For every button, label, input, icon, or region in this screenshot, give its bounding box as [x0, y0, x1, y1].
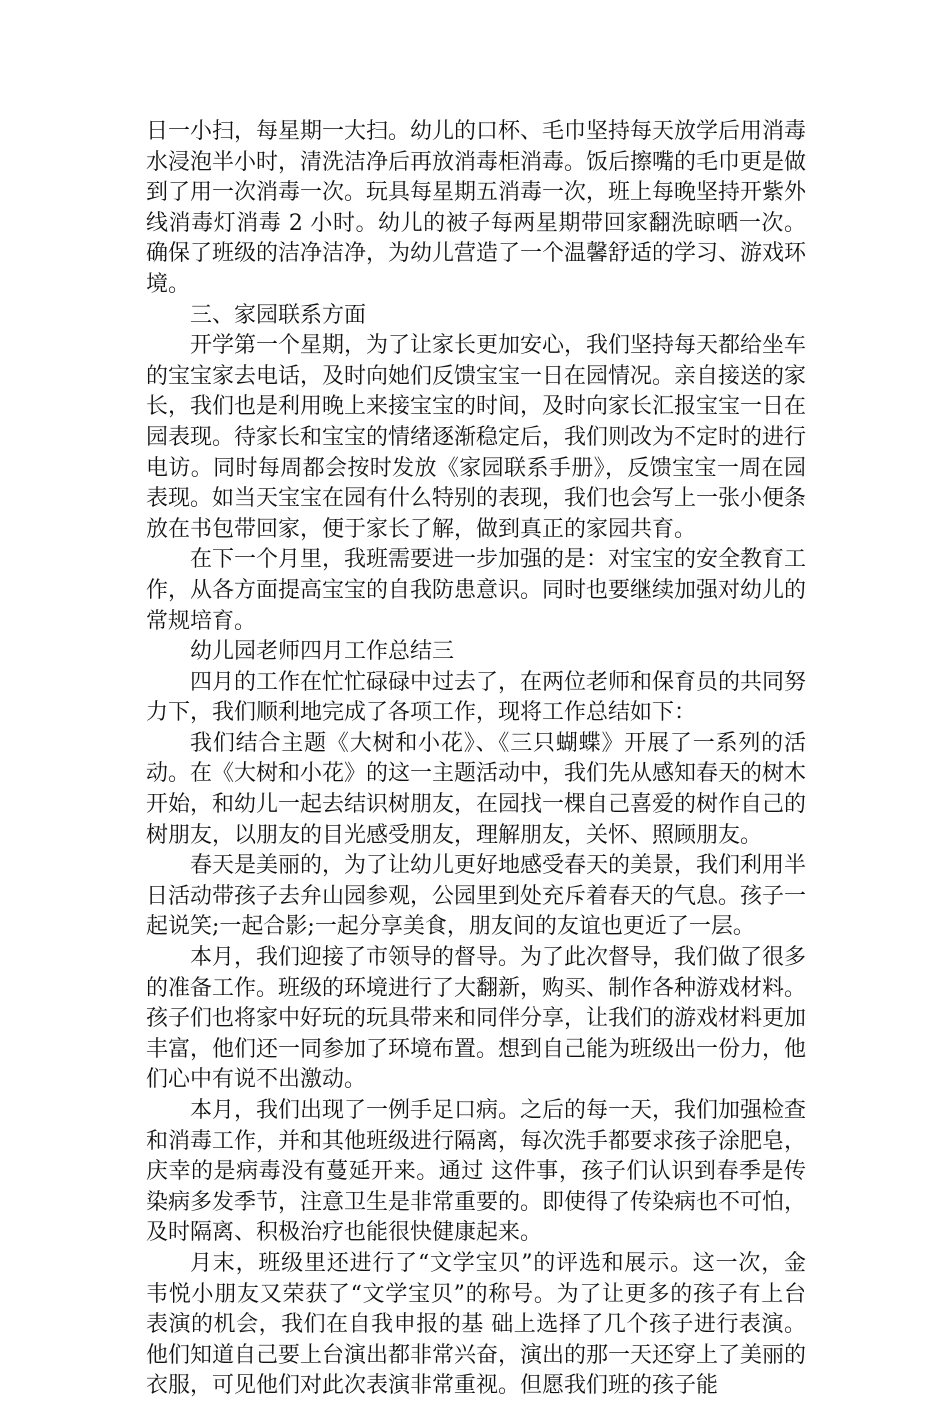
section-heading-summary-three: 幼儿园老师四月工作总结三	[190, 639, 455, 665]
paragraph-hand-foot-mouth: 本月，我们出现了一例手足口病。之后的每一天，我们加强检查和消毒工作，并和其他班级进行隔离，每次洗手都要求孩子涂肥皂，庆幸的是病毒没有蔓延开来。通过 这件事，孩子们认识到春季是传染病多发季节，注意卫生是非常重要的。即使得了传染病也不可怕，及时隔离、积极治疗也能很快健康起来。	[146, 1098, 807, 1246]
paragraph-hygiene-continued: 日一小扫，每星期一大扫。幼儿的口杯、毛巾坚持每天放学后用消毒水浸泡半小时，清洗洁净后再放消毒柜消毒。饭后擦嘴的毛巾更是做到了用一次消毒一次。玩具每星期五消毒一次，班上每晚坚持开紫外线消毒灯消毒 2 小时。幼儿的被子每两星期带回家翻洗晾晒一次。确保了班级的洁净洁净，为幼儿营造了一个温馨舒适的学习、游戏环境。	[146, 119, 807, 297]
paragraph-theme-activities: 我们结合主题《大树和小花》、《三只蝴蝶》开展了一系列的活动。在《大树和小花》的这一主题活动中，我们先从感知春天的树木开始，和幼儿一起去结识树朋友，在园找一棵自己喜爱的树作自己的树朋友，以朋友的目光感受朋友，理解朋友，关怀、照顾朋友。	[146, 730, 807, 848]
section-heading-home-school: 三、家园联系方面	[190, 302, 367, 328]
paragraph-april-intro: 四月的工作在忙忙碌碌中过去了，在两位老师和保育员的共同努力下，我们顺利地完成了各项工作，现将工作总结如下：	[146, 669, 807, 726]
paragraph-next-month-plan: 在下一个月里，我班需要进一步加强的是：对宝宝的安全教育工作，从各方面提高宝宝的自我防患意识。同时也要继续加强对幼儿的常规培育。	[146, 547, 807, 634]
paragraph-spring-outing: 春天是美丽的，为了让幼儿更好地感受春天的美景，我们利用半日活动带孩子去弁山园参观，公园里到处充斥着春天的气息。孩子一起说笑;一起合影;一起分享美食，朋友间的友谊也更近了一层。	[146, 853, 807, 940]
paragraph-literature-baby: 月末，班级里还进行了“文学宝贝”的评选和展示。这一次，金韦悦小朋友又荣获了“文学宝贝”的称号。为了让更多的孩子有上台表演的机会，我们在自我申报的基 础上选择了几个孩子进行表演。他们知道自己要上台演出都非常兴奋，演出的那一天还穿上了美丽的衣服，可见他们对此次表演非常重视。但愿我们班的孩子能	[146, 1250, 807, 1399]
document-page	[146, 117, 806, 1402]
paragraph-inspection: 本月，我们迎接了市领导的督导。为了此次督导，我们做了很多的准备工作。班级的环境进行了大翻新，购买、制作各种游戏材料。孩子们也将家中好玩的玩具带来和同伴分享，让我们的游戏材料更加丰富，他们还一同参加了环境布置。想到自己能为班级出一份力，他们心中有说不出激动。	[146, 945, 807, 1093]
paragraph-home-school-contact: 开学第一个星期，为了让家长更加安心，我们坚持每天都给坐车的宝宝家去电话，及时向她们反馈宝宝一日在园情况。亲自接送的家长，我们也是利用晚上来接宝宝的时间，及时向家长汇报宝宝一日在园表现。待家长和宝宝的情绪逐渐稳定后，我们则改为不定时的进行电访。同时每周都会按时发放《家园联系手册》，反馈宝宝一周在园表现。如当天宝宝在园有什么特别的表现，我们也会写上一张小便条放在书包带回家，便于家长了解，做到真正的家园共育。	[146, 333, 807, 542]
